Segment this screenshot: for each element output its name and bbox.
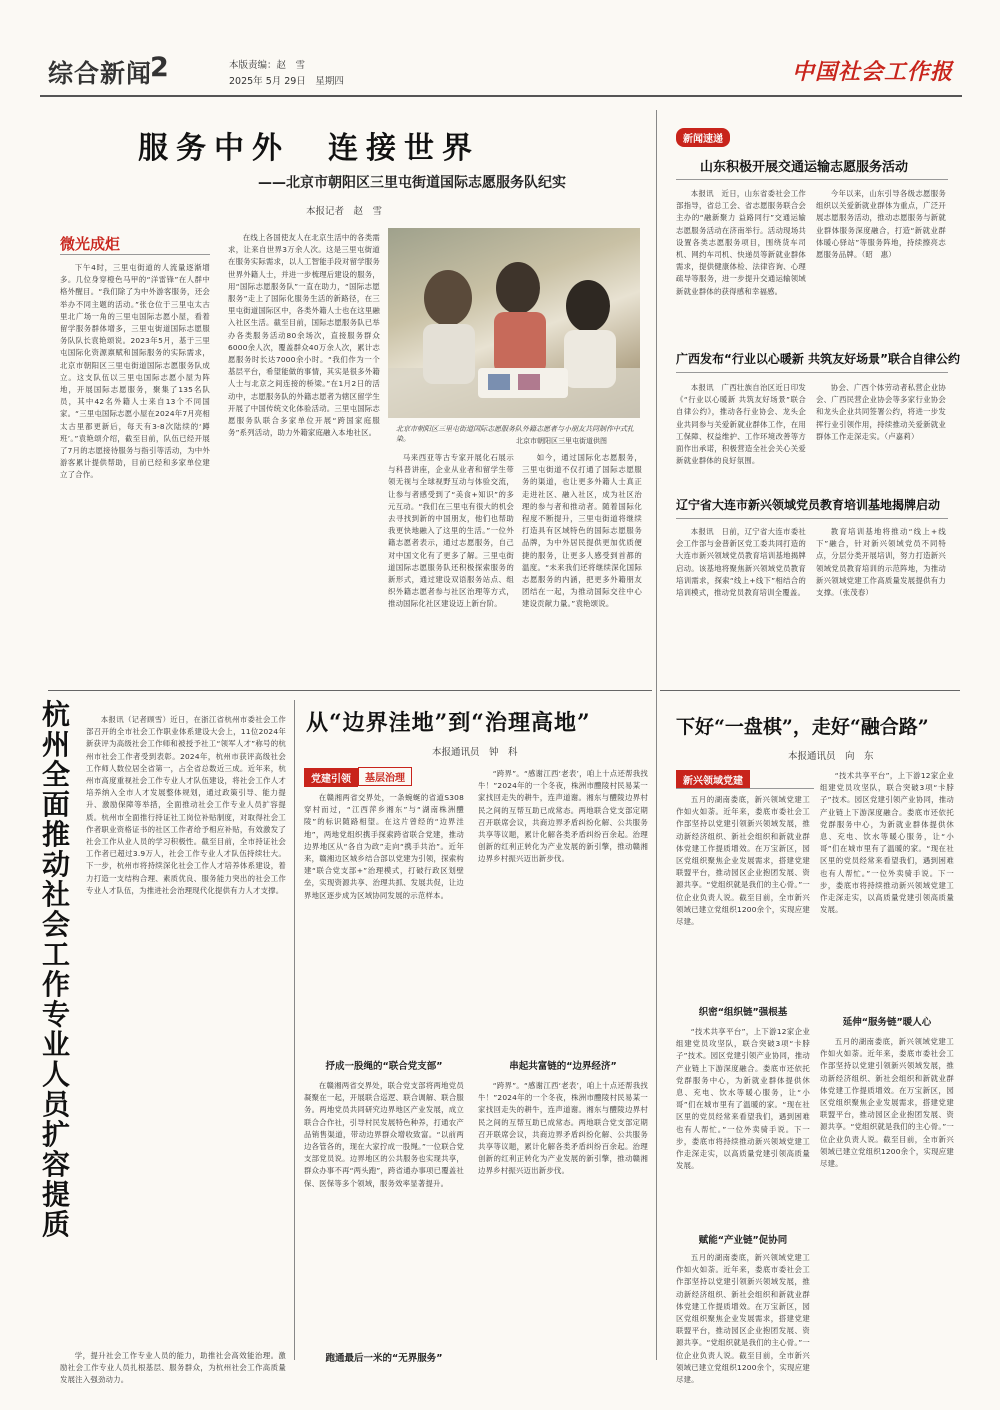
main-article-col2: 在线上各国使友人在北京生活中的各类需求，让来自世界3万余人次。这是三里屯街道在服务实际需求，以人工智能手段对留学服务世界外籍人士，并进一步梳理后建设的服务，用“国际志愿服务队”一直在助力，“国际志愿服务”走上了国际化服务生活的新路径，在三里屯街道国际区中，各类外籍人士也在这里融入社区生活。截至目前，国际志愿服务队已举办各类服务活动80余场次，直接服务群众6000余人次，覆盖群众40万余人次，累计志愿服务时长达7000余小时。“我们作为一个基层平台，希望能做的事情，其实是很多外籍人士与北京之间连接的桥梁。”在1月2日的活动中，志愿服务队的外籍志愿者为辖区留学生开展了中国传统文化体验活动。三里屯国际志愿服务队联合多家单位开展“跨国家庭服务”系列活动，助力外籍家庭融入本地社区。 — [228, 233, 380, 438]
main-article-col4: 如今，通过国际化志愿服务，三里屯街道不仅打通了国际志愿服务的渠道，也让更多外籍人士真正走进社区、融入社区，成为社区治理的参与者和推动者。随着国际化程度不断提升，三里屯街道将继续打造具有区域特色的国际志愿服务品牌，为中外居民提供更加优质便捷的服务，让更多人感受到首都的温度。“未来我们还将继续深化国际志愿服务的内涵，把更多外籍朋友团结在一起，为推动国际交往中心建设贡献力量。”袁艳颂说。 — [522, 453, 642, 609]
main-article-col1: 下午4时，三里屯街道的人流量逐渐增多。几位身穿橙色马甲的“洋雷锋”在人群中格外醒目。“我们除了为中外游客服务，还会举办不同主题的活动。”张仓位于三里屯太古里北广场一角的三里屯国际志愿小屋，看着留学服务群体增多，三里屯街道国际志愿服务队队长袁艳颂说。2023年5月，基于三里屯国际化资源禀赋和国际服务的实际需求，北京市朝阳区三里屯街道国际志愿服务队成立。这支队伍以三里屯国际志愿小屋为阵地，开展国际志愿服务，聚集了135名队员，其中42名外籍人士来自13个不同国家。“三里屯国际志愿小屋在2024年7月亮相太古里都更新后，每天有3-8次陆续的‘蹲班’。”袁艳颂介绍，截至目前，队伍已经开展了7月的志愿接待服务与指引等活动，为中外游客累计提供帮助，目前已经和多家单位建立了合作。 — [60, 263, 210, 480]
hangzhou-tail: 学，提升社会工作专业人员的能力，助推社会高效能治理。激励社会工作专业人员扎根基层、服务群众，为杭州社会工作高质量发展注入强劲动力。 — [60, 1351, 286, 1385]
chess-tag-rule — [676, 788, 814, 789]
section-title: 综合新闻 — [48, 59, 153, 88]
chess-article-col2: “技术共享平台”，上下游12家企业组建党员攻坚队，联合突破3项“卡脖子”技术。园区党建引领产业协同，推动产业链上下游深度融合。娄底市还依托党群服务中心，为新就业群体提供休息、充电、饮水等暖心服务，让“小哥”们在城市里有了温暖的家。“现在社区里的党员经常来看望我们，遇到困难也有人帮忙。”一位外卖骑手说。下一步，娄底市将持续推动新兴领域党建工作走深走实，以高质量党建引领高质量发展。 — [820, 771, 954, 915]
sidebar-story3-title: 辽宁省大连市新兴领域党员教育培训基地揭牌启动 — [676, 498, 941, 512]
border-subhead-1: 抒成一股绳的“联合党支部” — [325, 1061, 443, 1072]
sidebar-story2-title: 广西发布“行业以心暖新 共筑友好场景”联合自律公约 — [676, 352, 960, 366]
hangzhou-title: 杭州全面推动社会工作专业人员扩容提质 — [42, 698, 71, 1241]
main-article-bottom-rule — [48, 690, 652, 691]
hangzhou-body: 本报讯（记者顾雪）近日，在浙江省杭州市委社会工作部召开的全市社会工作职业体系建设大会上，11位2024年新获评为高级社会工作师和被授予社工“领军人才”称号的杭州市社会工作者受到表彰。2024年，杭州市获评高级社会工作师人数位居全省第一，占全省总数近三成。近年来，杭州市高度重视社会工作专业人才队伍建设，将社会工作人才培养纳入全市人才发展整体规划，通过政策引导、能力提升、激励保障等举措，全面推动社会工作专业人员扩容提质。杭州市全面推行持证社工岗位补贴制度，对取得社会工作者职业资格证书的社区工作者给予相应补贴，有效激发了社会工作从业人员的学习积极性。截至目前，全市持证社会工作者已超过3.9万人，社会工作专业人才队伍持续壮大。下一步，杭州市将持续深化社会工作人才培养体系建设，着力打造一支结构合理、素质优良、服务能力突出的社会工作专业人才队伍，为推进社会治理现代化提供有力人才支撑。 — [86, 715, 286, 895]
border-article-byline: 本报通讯员 钟 科 — [432, 747, 518, 758]
tag-new-field-party-building: 新兴领域党建 — [676, 770, 750, 789]
sidebar-story2-rule — [676, 372, 948, 373]
sidebar-story1-title: 山东积极开展交通运输志愿服务活动 — [700, 160, 909, 175]
photo-credit: 北京市朝阳区三里屯街道供图 — [516, 437, 607, 445]
tag-grassroots-governance: 基层治理 — [358, 767, 412, 786]
sidebar-story3-rule — [676, 518, 948, 519]
editor-line: 本版责编：赵 雪 — [229, 60, 306, 71]
page-number: 2 — [150, 52, 169, 83]
main-article-photo — [388, 228, 640, 418]
chess-subhead-2: 延伸“服务链”暖人心 — [842, 1017, 932, 1028]
main-article-byline: 本报记者 赵 雪 — [306, 206, 383, 217]
main-article-subtitle: ——北京市朝阳区三里屯街道国际志愿服务队纪实 — [258, 175, 566, 191]
chess-article-col1c: 五月的湖南娄底，新兴领域党建工作如火如荼。近年来，娄底市委社会工作部坚持以党建引领新兴领域发展，推动新经济组织、新社会组织和新就业群体党建工作提质增效。在万宝新区，园区党组织聚焦企业发展需求，搭建党建联盟平台，推动园区企业抱团发展、资源共享。“党组织就是我们的主心骨。”一位企业负责人说。截至目前，全市新兴领域已建立党组织1200余个，实现应建尽建。 — [676, 1253, 810, 1385]
photo-caption: 北京市朝阳区三里屯街道国际志愿服务队外籍志愿者与小朋友共同制作中式扎染。 — [396, 425, 634, 443]
border-article-col2: “跨界”。“感谢江西‘老表’，咱上十点还帮我找牛！”2024年的一个冬夜，株洲市醴陵村民易某一家找回走失的耕牛，连声道谢。湘东与醴陵边界村民之间的互帮互助已成常态。两地联合党支部定期召开联席会议，共商边界矛盾纠纷化解、公共服务共享等议题，累计化解各类矛盾纠纷百余起。治理创新的红利正转化为产业发展的新引擎，推动赣湘边界乡村振兴迈出新步伐。 — [478, 769, 648, 864]
tag-party-leadership: 党建引领 — [304, 768, 358, 787]
main-article-col3: 马来西亚等古专家开展化石展示与科普讲座，企业从业者和留学生带领无视与全球视野互动与体验交流，让参与者感受到了“美食+知识”的多元互动。“我们在三里屯有很大的机会去寻找到新的中国朋友，他们也帮助我更快地融入了这里的生活。”一位外籍志愿者表示，通过志愿服务，自己对中国文化有了更多了解。三里屯街道国际志愿服务队还积极探索服务的新形式，通过建设双语服务站点、组织外籍志愿者参与社区治理等方式，推动国际化社区建设迈上新台阶。 — [388, 453, 514, 609]
sidebar-story2-col1: 本报讯 广西壮族自治区近日印发《“行业以心暖新 共筑友好场景”联合自律公约》，推动各行业协会、龙头企业共同参与关爱新就业群体工作，在用工保障、权益维护、工作环境改善等方面作出承诺，积极营造全社会关心关爱新就业群体的良好氛围。 — [676, 383, 806, 466]
news-flash-badge: 新闻速递 — [676, 128, 730, 147]
vertical-divider-mid — [294, 700, 295, 1360]
chess-article-col2b: 五月的湖南娄底，新兴领域党建工作如火如荼。近年来，娄底市委社会工作部坚持以党建引领新兴领域发展，推动新经济组织、新社会组织和新就业群体党建工作提质增效。在万宝新区，园区党组织聚焦企业发展需求，搭建党建联盟平台，推动园区企业抱团发展、资源共享。“党组织就是我们的主心骨。”一位企业负责人说。截至目前，全市新兴领域已建立党组织1200余个，实现应建尽建。 — [820, 1037, 954, 1169]
chess-article-byline: 本报通讯员 向 东 — [788, 751, 874, 762]
volunteers-crafting-illustration — [388, 228, 640, 418]
sidebar-story1-col2: 今年以来，山东引导各级志愿服务组织以关爱新就业群体为重点，广泛开展志愿服务活动，推动志愿服务与新就业群体服务深度融合，打造“新就业群体暖心驿站”等服务阵地，持续擦亮志愿服务品牌。（昭 惠） — [816, 189, 946, 260]
sidebar-story1-rule — [676, 179, 948, 180]
border-subhead-2: 串起共富链的“边界经济” — [509, 1061, 617, 1072]
paper-name-logo: 中国社会工作报 — [792, 59, 954, 85]
chess-subhead-3: 赋能“产业链”促协同 — [698, 1235, 788, 1246]
sidebar-story3-col1: 本报讯 日前，辽宁省大连市委社会工作部与金普新区党工委共同打造的大连市新兴领域党员教育培训基地揭牌启动。该基地将聚焦新兴领域党员教育培训需求，探索“线上+线下”相结合的培训模式，推动党员教育培训全覆盖。 — [676, 527, 806, 598]
date-line: 2025年 5月 29日 星期四 — [229, 76, 344, 87]
kicker-heading: 微光成炬 — [60, 235, 121, 253]
kicker-underline — [60, 254, 210, 255]
sidebar-story2-col2: 协会、广西个体劳动者私营企业协会、广西民营企业协会等多家行业协会和龙头企业共同签署公约，将进一步发挥行业引领作用，持续推动关爱新就业群体工作走深走实。（卢嘉莉） — [816, 383, 946, 441]
border-article-col3: 在赣湘两省交界处，联合党支部将两地党员凝聚在一起，开展联合巡逻、联合调解、联合服务。两地党员共同研究边界地区产业发展，成立联合合作社，引导村民发展特色种养，打通农产品销售渠道，带动边界群众增收致富。“以前两边各管各的，现在大家拧成一股绳。”一位联合党支部党员说。边界地区的公共服务也实现共享，群众办事不再“两头跑”，跨省通办事项已覆盖社保、医保等多个领域，服务效率显著提升。 — [304, 1081, 464, 1188]
sidebar-story3-col2: 教育培训基地将推动“线上+线下”融合，针对新兴领域党员不同特点，分层分类开展培训，努力打造新兴领域党员教育培训的示范阵地，为推动新兴领域党建工作高质量发展提供有力支撑。（张茂春） — [816, 527, 946, 598]
border-subhead-3: 跑通最后一米的“无界服务” — [325, 1353, 443, 1364]
sidebar-story1-col1: 本报讯 近日，山东省委社会工作部指导，省总工会、省志愿服务联合会主办的“融新聚力 益路同行”交通运输志愿服务活动在济南举行。活动现场共设置各类志愿服务项目，围绕货车司机、网约车司机、快递员等新就业群体需求，提供健康体检、法律咨询、心理疏导等服务，进一步提升交通运输领域新就业群体的获得感和幸福感。 — [676, 189, 806, 296]
chess-subhead-1: 织密“组织链”强根基 — [698, 1007, 788, 1018]
chess-article-title: 下好“一盘棋”，走好“融合路” — [676, 716, 929, 738]
border-article-col4: “跨界”。“感谢江西‘老表’，咱上十点还帮我找牛！”2024年的一个冬夜，株洲市醴陵村民易某一家找回走失的耕牛，连声道谢。湘东与醴陵边界村民之间的互帮互助已成常态。两地联合党支部定期召开联席会议，共商边界矛盾纠纷化解、公共服务共享等议题，累计化解各类矛盾纠纷百余起。治理创新的红利正转化为产业发展的新引擎，推动赣湘边界乡村振兴迈出新步伐。 — [478, 1081, 648, 1176]
border-article-col1: 在赣湘两省交界处，一条蜿蜒的省道S308穿村而过，“江西萍乡湘东”与“湖南株洲醴陵”的标识随路相望。在这片曾经的“边界洼地”，两地党组织携手探索跨省联合党建，推动边界地区从“各自为政”走向“携手共治”。近年来，赣湘边区城乡结合部以党建为引领，探索构建“联合党支部+”治理模式，打破行政区划壁垒，实现资源共享、治理共抓、发展共促，让边界地区逐步成为区域协同发展的示范样本。 — [304, 793, 464, 900]
border-article-title: 从“边界洼地”到“治理高地” — [306, 710, 591, 736]
masthead-rule — [40, 95, 962, 97]
chess-article-col1b: “技术共享平台”，上下游12家企业组建党员攻坚队，联合突破3项“卡脖子”技术。园区党建引领产业协同，推动产业链上下游深度融合。娄底市还依托党群服务中心，为新就业群体提供休息、充电、饮水等暖心服务，让“小哥”们在城市里有了温暖的家。“现在社区里的党员经常来看望我们，遇到困难也有人帮忙。”一位外卖骑手说。下一步，娄底市将持续推动新兴领域党建工作走深走实，以高质量党建引领高质量发展。 — [676, 1027, 810, 1171]
sidebar-bottom-rule — [660, 690, 960, 691]
main-article-title: 服务中外 连接世界 — [138, 131, 480, 166]
vertical-divider-right — [656, 110, 657, 1360]
chess-article-col1: 五月的湖南娄底，新兴领域党建工作如火如荼。近年来，娄底市委社会工作部坚持以党建引领新兴领域发展，推动新经济组织、新社会组织和新就业群体党建工作提质增效。在万宝新区，园区党组织聚焦企业发展需求，搭建党建联盟平台，推动园区企业抱团发展、资源共享。“党组织就是我们的主心骨。”一位企业负责人说。截至目前，全市新兴领域已建立党组织1200余个，实现应建尽建。 — [676, 795, 810, 927]
